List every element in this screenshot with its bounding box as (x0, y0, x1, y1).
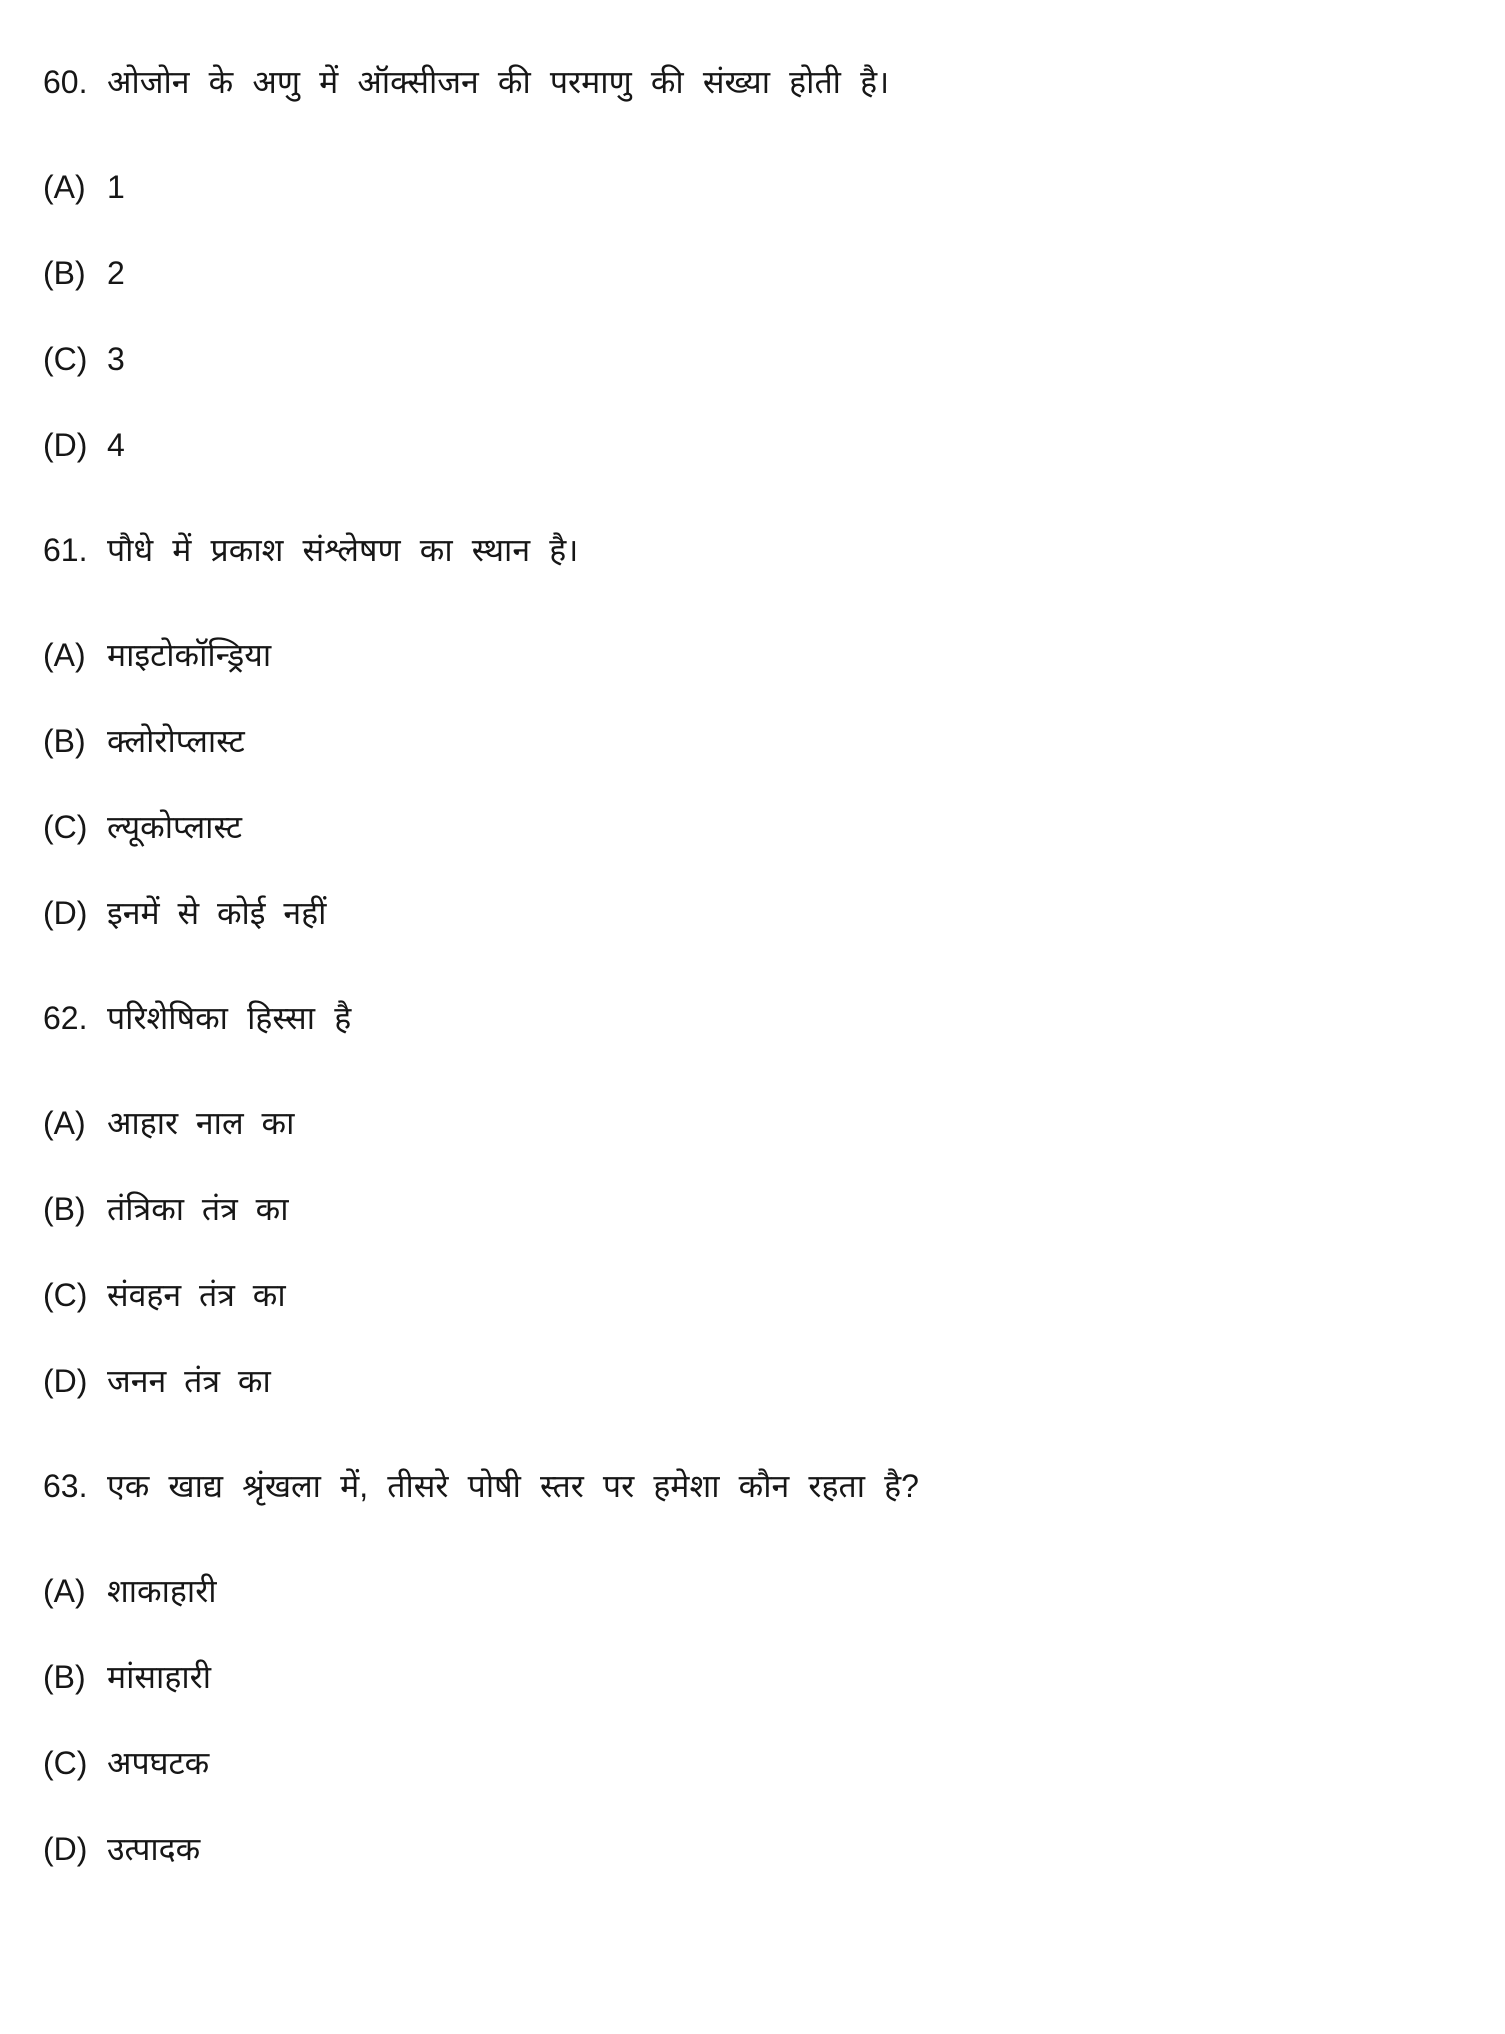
option-text: 4 (107, 427, 125, 463)
question-62 (43, 992, 1457, 1404)
question-63 (43, 1460, 1457, 1872)
option-label: (A) (43, 1105, 86, 1141)
option-d (43, 1358, 1457, 1404)
option-a (43, 1100, 1457, 1146)
option-label: (A) (43, 169, 86, 205)
question-title (43, 1460, 1457, 1512)
option-label: (C) (43, 1745, 88, 1781)
question-title (43, 992, 1457, 1044)
option-d (43, 1826, 1457, 1872)
question-61 (43, 524, 1457, 936)
option-c (43, 336, 1457, 382)
option-label: (B) (43, 1659, 86, 1695)
option-text: मांसाहारी (107, 1659, 212, 1695)
question-text: एक खाद्य श्रृंखला में, तीसरे पोषी स्तर पर हमेशा कौन रहता है? (107, 1468, 919, 1504)
question-text: परिशेषिका हिस्सा है (107, 1000, 352, 1036)
option-label: (D) (43, 427, 88, 463)
option-b (43, 1654, 1457, 1700)
option-a (43, 632, 1457, 678)
question-title (43, 56, 1457, 108)
option-text: आहार नाल का (107, 1105, 295, 1141)
option-a (43, 1568, 1457, 1614)
question-60 (43, 56, 1457, 468)
option-text: ल्यूकोप्लास्ट (107, 809, 243, 845)
option-text: शाकाहारी (107, 1573, 217, 1609)
option-text: 1 (107, 169, 125, 205)
option-d (43, 890, 1457, 936)
option-b (43, 718, 1457, 764)
option-text: 3 (107, 341, 125, 377)
option-b (43, 1186, 1457, 1232)
option-b (43, 250, 1457, 296)
question-number: 63. (43, 1468, 88, 1504)
option-label: (B) (43, 723, 86, 759)
option-c (43, 1740, 1457, 1786)
option-text: माइटोकॉन्ड्रिया (107, 637, 272, 673)
question-title (43, 524, 1457, 576)
question-number: 60. (43, 64, 88, 100)
option-label: (C) (43, 809, 88, 845)
option-label: (C) (43, 341, 88, 377)
question-text: पौधे में प्रकाश संश्लेषण का स्थान है। (107, 532, 579, 568)
option-label: (A) (43, 1573, 86, 1609)
option-label: (B) (43, 1191, 86, 1227)
option-label: (D) (43, 1831, 88, 1867)
option-d (43, 422, 1457, 468)
option-text: उत्पादक (107, 1831, 201, 1867)
option-label: (D) (43, 895, 88, 931)
option-text: क्लोरोप्लास्ट (107, 723, 245, 759)
option-label: (C) (43, 1277, 88, 1313)
option-text: संवहन तंत्र का (107, 1277, 286, 1313)
question-text: ओजोन के अणु में ऑक्सीजन की परमाणु की संख्या होती है। (107, 64, 890, 100)
option-text: 2 (107, 255, 125, 291)
option-c (43, 804, 1457, 850)
option-text: अपघटक (107, 1745, 210, 1781)
option-label: (D) (43, 1363, 88, 1399)
option-text: इनमें से कोई नहीं (107, 895, 327, 931)
option-text: तंत्रिका तंत्र का (107, 1191, 289, 1227)
option-label: (A) (43, 637, 86, 673)
question-number: 61. (43, 532, 88, 568)
option-text: जनन तंत्र का (107, 1363, 271, 1399)
option-label: (B) (43, 255, 86, 291)
option-c (43, 1272, 1457, 1318)
option-a (43, 164, 1457, 210)
question-number: 62. (43, 1000, 88, 1036)
